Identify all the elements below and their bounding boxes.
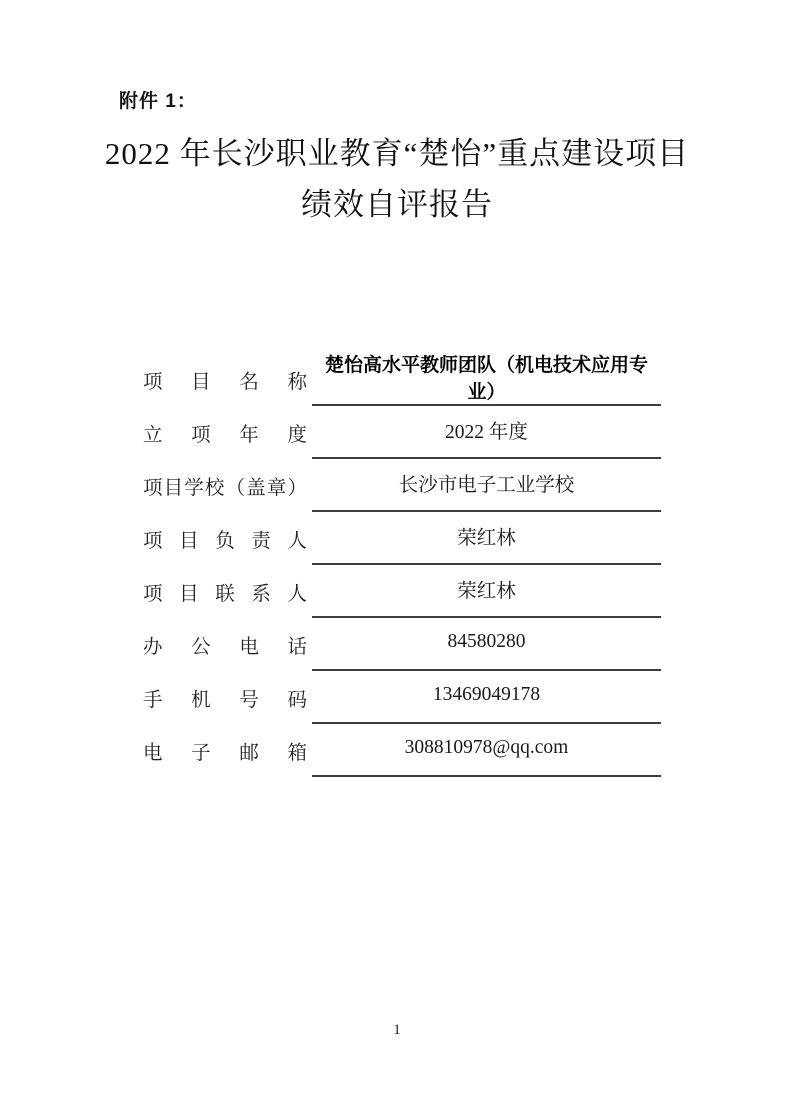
field-value-project-leader: 荣红林: [312, 512, 661, 565]
field-value-approval-year: 2022 年度: [312, 406, 661, 459]
field-value-project-school: 长沙市电子工业学校: [312, 459, 661, 512]
field-label-approval-year: 立项年度: [143, 424, 307, 446]
form-row-project-name: [143, 353, 661, 406]
form-row-mobile-number: [143, 671, 661, 724]
form-row-project-contact: [143, 565, 661, 618]
field-value-office-phone: 84580280: [312, 618, 661, 671]
field-value-project-contact: 荣红林: [312, 565, 661, 618]
field-value-mobile-number: 13469049178: [312, 671, 661, 724]
form-row-project-school: [143, 459, 661, 512]
field-label-project-name: 项目名称: [143, 371, 307, 393]
field-label-mobile-number: 手机号码: [143, 689, 307, 711]
document-title-line-1: 2022 年长沙职业教育“楚怡”重点建设项目: [104, 136, 690, 171]
field-label-office-phone: 办公电话: [143, 636, 307, 658]
form-row-approval-year: [143, 406, 661, 459]
form-row-project-leader: [143, 512, 661, 565]
form-row-email: [143, 724, 661, 777]
document-title-line-2: 绩效自评报告: [301, 187, 493, 222]
page-number: 1: [393, 1022, 401, 1038]
attachment-label: 附件 1：: [119, 91, 197, 112]
field-value-email: 308810978@qq.com: [312, 724, 661, 777]
form-row-office-phone: [143, 618, 661, 671]
document-title: [0, 128, 794, 230]
field-label-project-school: 项目学校（盖章）: [143, 477, 307, 499]
field-label-email: 电子邮箱: [143, 742, 307, 764]
field-label-project-leader: 项目负责人: [143, 530, 307, 552]
cover-form-table: [143, 353, 661, 777]
field-value-project-name: 楚怡高水平教师团队（机电技术应用专业）: [312, 353, 661, 406]
field-label-project-contact: 项目联系人: [143, 583, 307, 605]
